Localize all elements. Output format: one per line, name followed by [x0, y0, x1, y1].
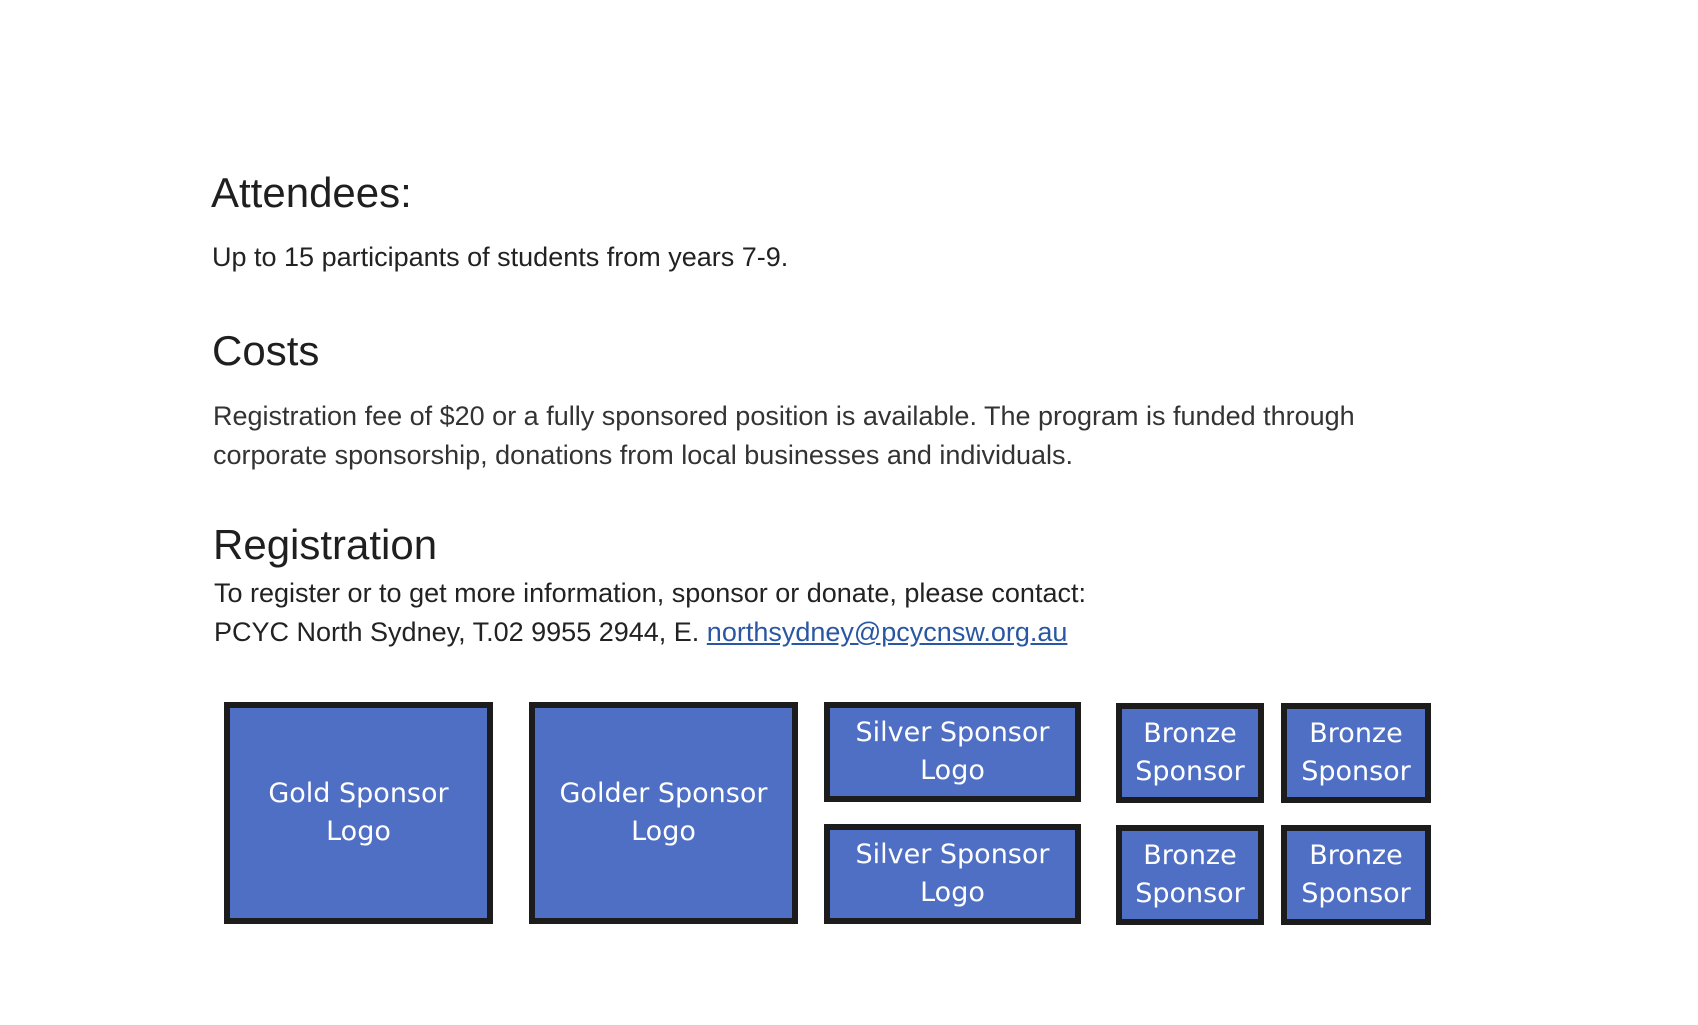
bronze-sponsor-logo-1	[1116, 703, 1264, 803]
registration-heading: Registration	[213, 521, 438, 568]
bronze-sponsor-logo-4	[1281, 825, 1431, 925]
costs-heading: Costs	[212, 327, 320, 374]
silver-sponsor-logo-1	[824, 702, 1081, 802]
attendees-heading: Attendees:	[211, 169, 412, 216]
registration-contact-prefix: PCYC North Sydney, T.02 9955 2944, E.	[214, 617, 707, 647]
golder-sponsor-logo	[529, 702, 798, 924]
gold-sponsor-logo	[224, 702, 493, 924]
bronze-sponsor-label-4: Bronze Sponsor	[1301, 840, 1411, 909]
attendees-text: Up to 15 participants of students from years 7-9.	[212, 242, 789, 272]
silver-sponsor-label-1: Silver Sponsor Logo	[855, 717, 1050, 786]
costs-text: Registration fee of $20 or a fully sponsored position is available. The program is funded through corporate sponsorship, donations from local businesses and individuals.	[213, 401, 1355, 470]
silver-sponsor-logo-2	[824, 824, 1081, 924]
registration-line-1: To register or to get more information, sponsor or donate, please contact:	[214, 578, 1086, 608]
bronze-sponsor-label-3: Bronze Sponsor	[1135, 840, 1245, 909]
silver-sponsor-label-2: Silver Sponsor Logo	[855, 839, 1050, 908]
bronze-sponsor-logo-2	[1281, 703, 1431, 803]
bronze-sponsor-label-1: Bronze Sponsor	[1135, 718, 1245, 787]
bronze-sponsor-label-2: Bronze Sponsor	[1301, 718, 1411, 787]
bronze-sponsor-logo-3	[1116, 825, 1264, 925]
golder-sponsor-label: Golder Sponsor Logo	[559, 778, 768, 847]
gold-sponsor-label: Gold Sponsor Logo	[268, 778, 449, 847]
email-link[interactable]: northsydney@pcycnsw.org.au	[706, 617, 1068, 647]
registration-contact-line	[214, 613, 1067, 652]
